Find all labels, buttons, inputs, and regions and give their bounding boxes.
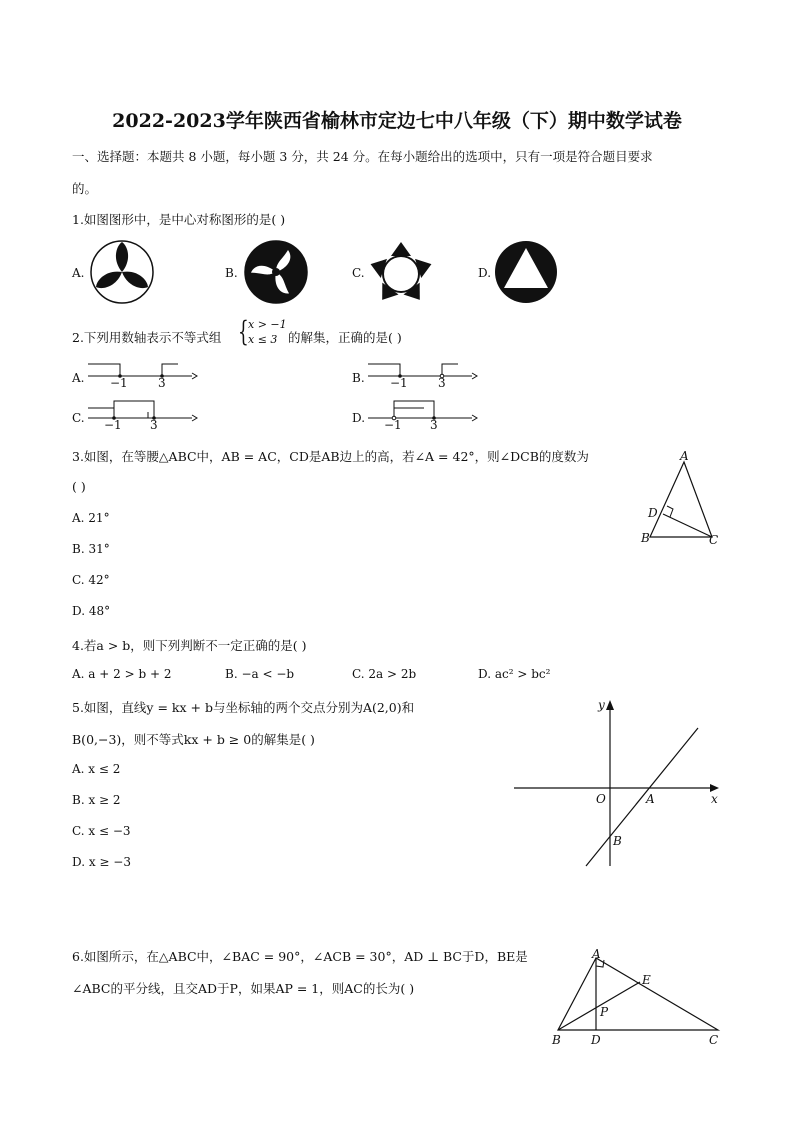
q2-stem-pre: 2.下列用数轴表示不等式组 [72, 330, 222, 345]
q4-option-d: D. ac² > bc² [478, 667, 551, 681]
q1-figure-b [242, 238, 310, 306]
q6-stem2: ∠ABC的平分线，且交AD于P，如果AP = 1，则AC的长为( ) [72, 981, 415, 996]
q5-label-b: B [613, 834, 622, 848]
q6-stem: 6.如图所示，在△ABC中，∠BAC = 90°，∠ACB = 30°，AD ⊥ BC于D，BE是 [72, 949, 528, 964]
q5-option-c: C. x ≤ −3 [72, 824, 131, 838]
q3-option-b: B. 31° [72, 542, 110, 556]
q1-option-c-label: C. [352, 266, 365, 280]
q3-label-a: A [680, 449, 689, 463]
q2-system-line2: x ≤ 3 [248, 333, 278, 346]
q1-figure-d [492, 238, 560, 306]
q3-stem2: ( ) [72, 479, 86, 494]
q4-option-b: B. −a < −b [225, 667, 295, 681]
q5-option-b: B. x ≥ 2 [72, 793, 121, 807]
q2-option-b-label: B. [352, 371, 365, 385]
q2-option-d-label: D. [352, 411, 366, 425]
q2-a-tick-3: 3 [158, 376, 166, 390]
q2-c-tick-m1: −1 [104, 418, 122, 432]
q1-option-d-label: D. [478, 266, 492, 280]
q2-numberline-b [366, 358, 478, 390]
q5-option-a: A. x ≤ 2 [72, 762, 121, 776]
q3-option-c: C. 42° [72, 573, 110, 587]
q5-stem2: B(0,−3)，则不等式kx + b ≥ 0的解集是( ) [72, 732, 315, 747]
q2-system-line1: x > −1 [248, 318, 287, 331]
q4-stem: 4.若a > b，则下列判断不一定正确的是( ) [72, 638, 307, 653]
q5-label-o: O [596, 792, 606, 806]
q4-option-a: A. a + 2 > b + 2 [72, 667, 172, 681]
q1-option-b-label: B. [225, 266, 238, 280]
q2-system-brace: { [238, 315, 249, 348]
q2-option-a-label: A. [72, 371, 85, 385]
section-header-line1: 一、选择题：本题共 8 小题，每小题 3 分，共 24 分。在每小题给出的选项中，只有一项是符合题目要求 [72, 149, 653, 164]
q6-label-a: A [592, 947, 601, 961]
q3-option-d: D. 48° [72, 604, 111, 618]
q3-label-d: D [648, 506, 658, 520]
q4-option-c: C. 2a > 2b [352, 667, 417, 681]
q3-stem: 3.如图，在等腰△ABC中，AB = AC，CD是AB边上的高，若∠A = 42°，则∠DCB的度数为 [72, 449, 589, 464]
section-header-line2: 的。 [72, 181, 98, 196]
q1-stem: 1.如图图形中，是中心对称图形的是( ) [72, 212, 286, 227]
q6-label-p: P [600, 1005, 609, 1019]
q6-label-d: D [591, 1033, 601, 1047]
page-title: 2022-2023学年陕西省榆林市定边七中八年级（下）期中数学试卷 [112, 110, 682, 132]
q2-d-tick-m1: −1 [384, 418, 402, 432]
q2-b-tick-m1: −1 [390, 376, 408, 390]
q2-a-tick-m1: −1 [110, 376, 128, 390]
q2-numberline-a [86, 358, 198, 390]
q3-option-a: A. 21° [72, 511, 110, 525]
q2-stem-post: 的解集，正确的是( ) [288, 330, 402, 345]
q2-option-c-label: C. [72, 411, 85, 425]
q5-stem: 5.如图，直线y = kx + b与坐标轴的两个交点分别为A(2,0)和 [72, 700, 415, 715]
q5-label-y: y [598, 698, 605, 712]
q3-label-c: C [709, 533, 719, 547]
q6-label-c: C [709, 1033, 719, 1047]
q1-figure-a [88, 238, 156, 306]
q1-figure-c [367, 238, 435, 306]
q5-option-d: D. x ≥ −3 [72, 855, 131, 869]
q2-d-tick-3: 3 [430, 418, 438, 432]
q2-numberline-c [86, 398, 198, 430]
q2-numberline-d [366, 398, 478, 430]
q6-label-b: B [552, 1033, 561, 1047]
q6-triangle-figure [546, 950, 726, 1040]
q1-option-a-label: A. [72, 266, 85, 280]
q5-label-a: A [646, 792, 655, 806]
q3-label-b: B [641, 531, 650, 545]
q2-b-tick-3: 3 [438, 376, 446, 390]
q5-label-x: x [711, 792, 718, 806]
q2-c-tick-3: 3 [150, 418, 158, 432]
q6-label-e: E [642, 973, 651, 987]
